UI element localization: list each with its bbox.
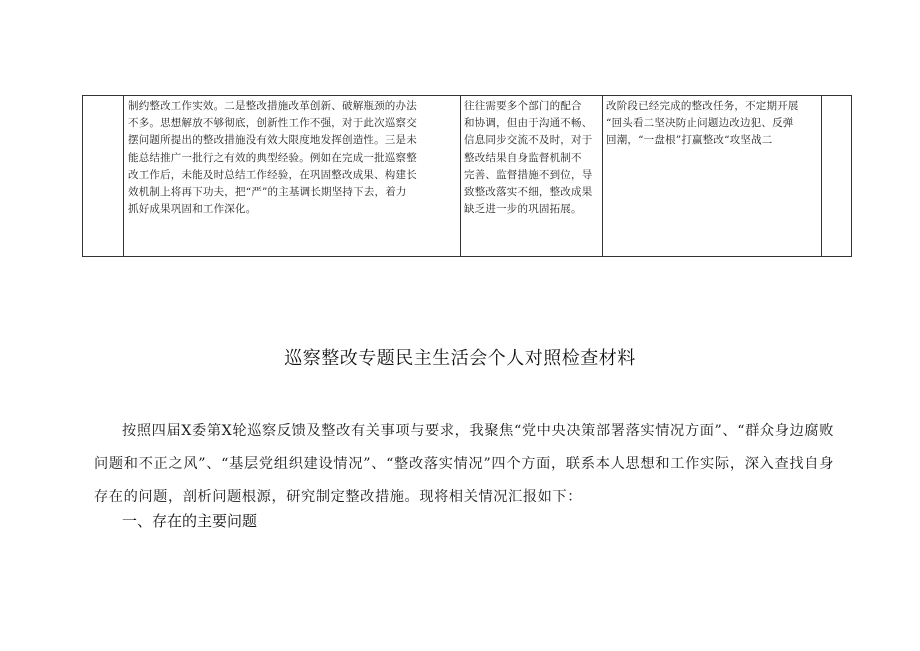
table-column-divider	[123, 96, 124, 256]
table-fragment	[82, 95, 852, 257]
table-column-divider	[821, 96, 822, 256]
table-cell-problems: 制约整改工作实效。二是整改措施改革创新、破解瓶颈的办法 不多。思想解放不够彻底，创新性工作不强，对于此次巡察交 摆问题所提出的整改措施没有效大限度地发挥创造性。三是未 能总结推广一批行之有效的典型经验。例如在完成一批巡察整 改工作后，未能及时总结工作经验，在巩固整改成果、构建长 效机制上将再下功夫，把“严”的主基调长期坚持下去，着力 抓好成果巩固和工作深化。	[128, 100, 417, 216]
table-column-divider	[460, 96, 461, 256]
intro-paragraph: 按照四届X委第X轮巡察反馈及整改有关事项与要求，我聚焦“党中央决策部署落实情况方面”、“群众身边腐败问题和不正之风”、“基层党组织建设情况”、“整改落实情况”四个方面，联系本人思想和工作实际，深入查找自身存在的问题，剖析问题根源，研究制定整改措施。现将相关情况汇报如下：	[94, 423, 834, 505]
table-cell-causes: 往往需要多个部门的配合 和协调，但由于沟通不畅、 信息同步交流不及时，对于 整改结果自身监督机制不 完善、监督措施不到位，导 致整改落实不细，整改成果 缺乏进一步的巩固拓展。	[464, 100, 593, 216]
section-heading: 一、存在的主要问题	[122, 512, 258, 530]
table-column-divider	[602, 96, 603, 256]
table-cell-measures: 改阶段已经完成的整改任务，不定期开展 “回头看二坚决防止问题边改边犯、反弹 回潮，“一盘根”打赢整改“攻坚战二	[606, 100, 799, 147]
document-title: 巡察整改专题民主生活会个人对照检查材料	[284, 348, 636, 369]
